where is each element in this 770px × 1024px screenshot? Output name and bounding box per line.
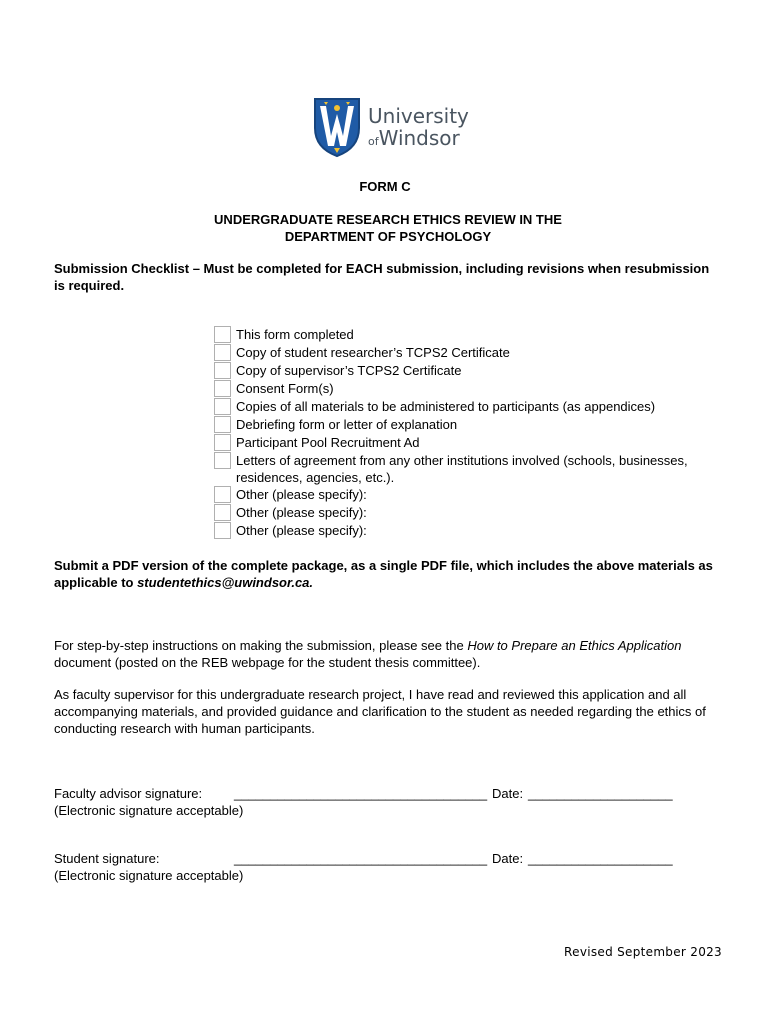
student-date-label: Date:	[492, 851, 524, 866]
submission-email: studentethics@uwindsor.ca.	[137, 575, 314, 590]
instructions-paragraph	[54, 637, 718, 671]
student-signature-note: (Electronic signature acceptable)	[54, 868, 244, 883]
faculty-signature-field[interactable]: ___________________________________	[234, 786, 488, 801]
logo-university: University	[368, 104, 469, 128]
checkbox[interactable]	[214, 326, 231, 343]
revision-date: Revised September 2023	[564, 945, 722, 959]
instructions-doc-title: How to Prepare an Ethics Application	[467, 638, 682, 653]
shield-icon	[312, 96, 362, 158]
student-signature-field[interactable]: ___________________________________	[234, 851, 488, 866]
checklist-item-label: Other (please specify):	[236, 523, 367, 538]
checklist-item-label: This form completed	[236, 327, 354, 342]
checkbox[interactable]	[214, 504, 231, 521]
checklist-item-label: Other (please specify):	[236, 505, 367, 520]
checklist-item	[214, 452, 734, 486]
checklist-item	[214, 344, 734, 362]
checkbox[interactable]	[214, 452, 231, 469]
logo-windsor: Windsor	[378, 126, 460, 150]
checkbox[interactable]	[214, 380, 231, 397]
student-date-field[interactable]: ____________________	[528, 851, 673, 866]
checklist-item	[214, 522, 734, 540]
form-title	[150, 211, 626, 245]
checkbox[interactable]	[214, 398, 231, 415]
form-code: FORM C	[359, 179, 411, 194]
faculty-signature-note: (Electronic signature acceptable)	[54, 803, 244, 818]
submit-note-text: Submit a PDF version of the complete package, as a single PDF file, which includes the above materials as applicable to	[54, 558, 713, 590]
checklist-item-label: Other (please specify):	[236, 487, 367, 502]
logo-wordmark	[368, 106, 469, 148]
checklist-item-label: Letters of agreement from any other institutions involved (schools, businesses, residences, agencies, etc.).	[236, 453, 688, 485]
checklist-item-label: Copies of all materials to be administered to participants (as appendices)	[236, 399, 656, 414]
checklist-item-label: Participant Pool Recruitment Ad	[236, 435, 420, 450]
faculty-date-label: Date:	[492, 786, 524, 801]
supervisor-statement: As faculty supervisor for this undergraduate research project, I have read and reviewed this application and all accompanying materials, and provided guidance and clarification to the student as needed regarding the ethics of conducting research with human participants.	[54, 687, 706, 736]
checklist-item	[214, 486, 734, 504]
checkbox[interactable]	[214, 434, 231, 451]
checklist-item-label: Copy of supervisor’s TCPS2 Certificate	[236, 363, 462, 378]
checkbox[interactable]	[214, 522, 231, 539]
checkbox[interactable]	[214, 416, 231, 433]
form-title-line1: UNDERGRADUATE RESEARCH ETHICS REVIEW IN THE	[214, 212, 562, 227]
instructions-after: document (posted on the REB webpage for the student thesis committee).	[54, 655, 481, 670]
checkbox[interactable]	[214, 344, 231, 361]
checklist-heading: Submission Checklist – Must be completed for EACH submission, including revisions when resubmission is required.	[54, 261, 710, 293]
faculty-signature-label: Faculty advisor signature:	[54, 786, 203, 801]
checklist-item-label: Debriefing form or letter of explanation	[236, 417, 458, 432]
checklist-item	[214, 398, 734, 416]
checklist-item	[214, 434, 734, 452]
checkbox[interactable]	[214, 486, 231, 503]
checklist-item	[214, 326, 734, 344]
checklist-item	[214, 504, 734, 522]
university-logo	[312, 96, 472, 158]
form-title-line2: DEPARTMENT OF PSYCHOLOGY	[284, 229, 492, 244]
checkbox[interactable]	[214, 362, 231, 379]
logo-of: of	[368, 135, 379, 148]
instructions-before: For step-by-step instructions on making the submission, please see the	[54, 638, 468, 653]
checklist-item	[214, 380, 734, 398]
submit-note	[54, 557, 714, 591]
student-signature-label: Student signature:	[54, 851, 160, 866]
submission-checklist	[214, 326, 734, 540]
checklist-item-label: Copy of student researcher’s TCPS2 Certificate	[236, 345, 510, 360]
checklist-item	[214, 416, 734, 434]
checklist-item-label: Consent Form(s)	[236, 381, 334, 396]
faculty-date-field[interactable]: ____________________	[528, 786, 673, 801]
checklist-item	[214, 362, 734, 380]
